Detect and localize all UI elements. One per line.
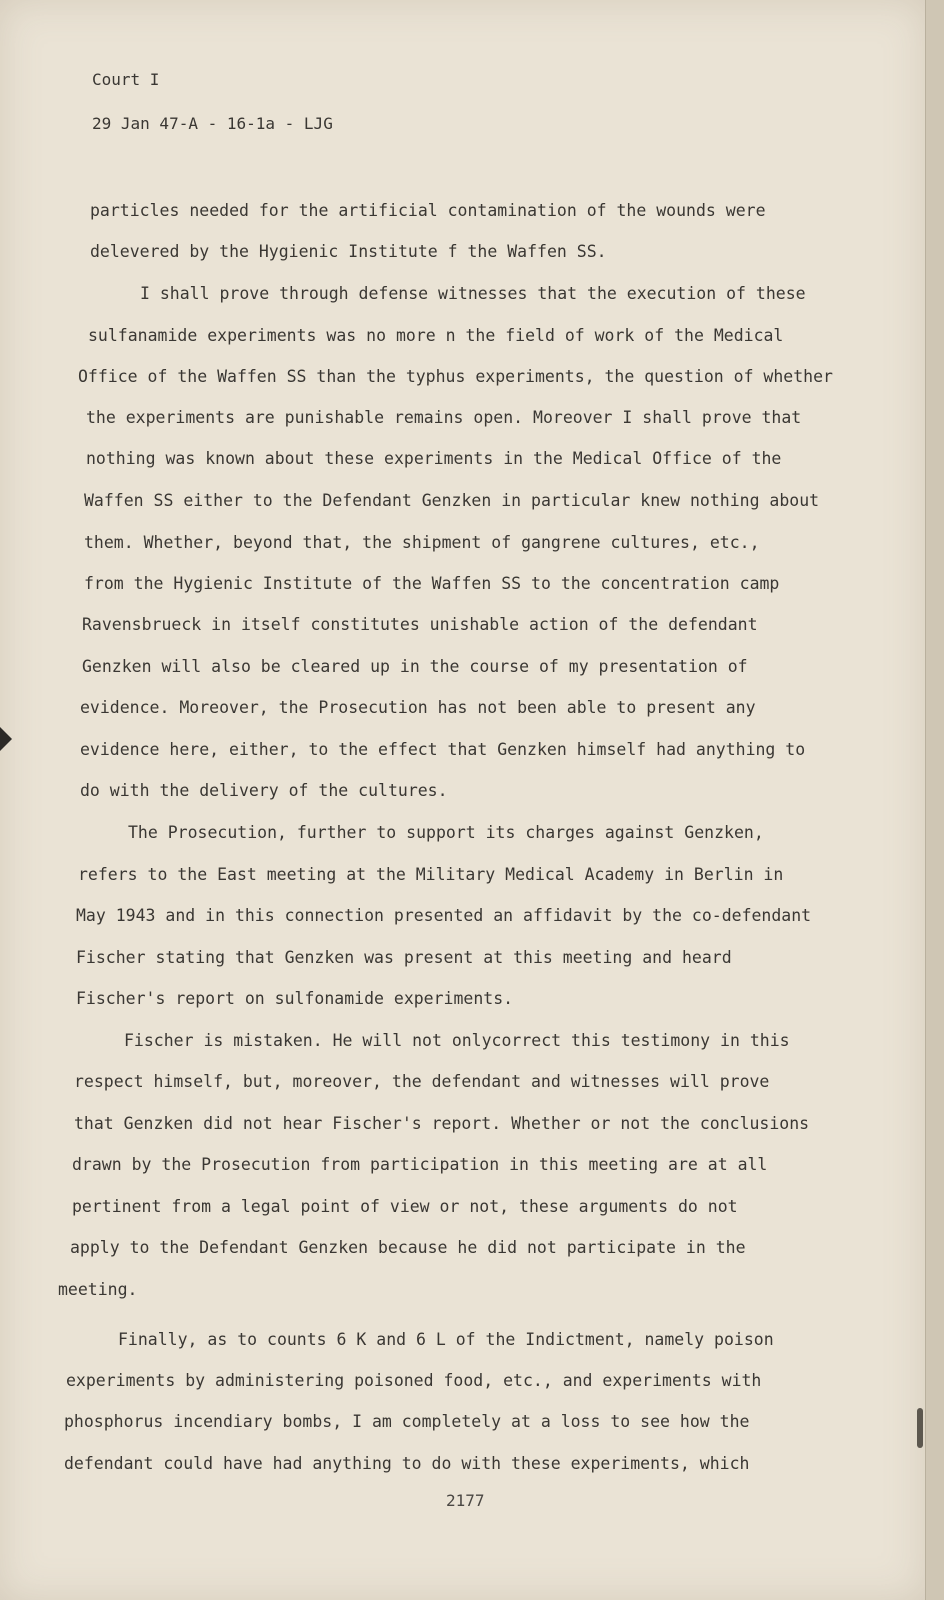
text-line: delevered by the Hygienic Institute f the Waffen SS.	[90, 242, 607, 261]
text-line: apply to the Defendant Genzken because he did not participate in the	[70, 1238, 746, 1257]
text-line: refers to the East meeting at the Military Medical Academy in Berlin in	[78, 865, 784, 884]
page-number: 2177	[446, 1491, 485, 1510]
text-line: Ravensbrueck in itself constitutes unishable action of the defendant	[82, 615, 758, 634]
text-line: Genzken will also be cleared up in the course of my presentation of	[82, 657, 748, 676]
text-line: defendant could have had anything to do with these experiments, which	[64, 1454, 750, 1473]
text-line: sulfanamide experiments was no more n the field of work of the Medical	[88, 326, 784, 345]
page-edge	[925, 0, 944, 1600]
text-line: phosphorus incendiary bombs, I am completely at a loss to see how the	[64, 1412, 750, 1431]
text-line: Office of the Waffen SS than the typhus experiments, the question of whether	[78, 367, 833, 386]
text-line: Fischer stating that Genzken was present at this meeting and heard	[76, 948, 732, 967]
text-line: May 1943 and in this connection presented an affidavit by the co-defendant	[76, 906, 812, 925]
text-line: evidence. Moreover, the Prosecution has not been able to present any	[80, 698, 756, 717]
text-line: Waffen SS either to the Defendant Genzken in particular knew nothing about	[84, 491, 820, 510]
text-line: nothing was known about these experiments in the Medical Office of the	[86, 449, 782, 468]
text-line: drawn by the Prosecution from participation in this meeting are at all	[72, 1155, 768, 1174]
text-line: Fischer's report on sulfonamide experiments.	[76, 989, 514, 1008]
text-line: from the Hygienic Institute of the Waffen SS to the concentration camp	[84, 574, 780, 593]
text-line: evidence here, either, to the effect that Genzken himself had anything to	[80, 740, 806, 759]
text-line: The Prosecution, further to support its charges against Genzken,	[128, 823, 764, 842]
text-line: Finally, as to counts 6 K and 6 L of the Indictment, namely poison	[118, 1330, 774, 1349]
text-line: meeting.	[58, 1280, 138, 1299]
text-line: I shall prove through defense witnesses that the execution of these	[140, 284, 806, 303]
session-reference: 29 Jan 47-A - 16-1a - LJG	[92, 114, 333, 133]
text-line: the experiments are punishable remains open. Moreover I shall prove that	[86, 408, 802, 427]
court-label: Court I	[92, 70, 160, 89]
text-line: respect himself, but, moreover, the defendant and witnesses will prove	[74, 1072, 770, 1091]
text-line: them. Whether, beyond that, the shipment of gangrene cultures, etc.,	[84, 533, 760, 552]
text-line: Fischer is mistaken. He will not onlycorrect this testimony in this	[124, 1031, 790, 1050]
text-line: that Genzken did not hear Fischer's report. Whether or not the conclusions	[74, 1114, 810, 1133]
text-line: do with the delivery of the cultures.	[80, 781, 448, 800]
text-line: experiments by administering poisoned food, etc., and experiments with	[66, 1371, 762, 1390]
text-line: particles needed for the artificial contamination of the wounds were	[90, 201, 766, 220]
text-line: pertinent from a legal point of view or not, these arguments do not	[72, 1197, 738, 1216]
